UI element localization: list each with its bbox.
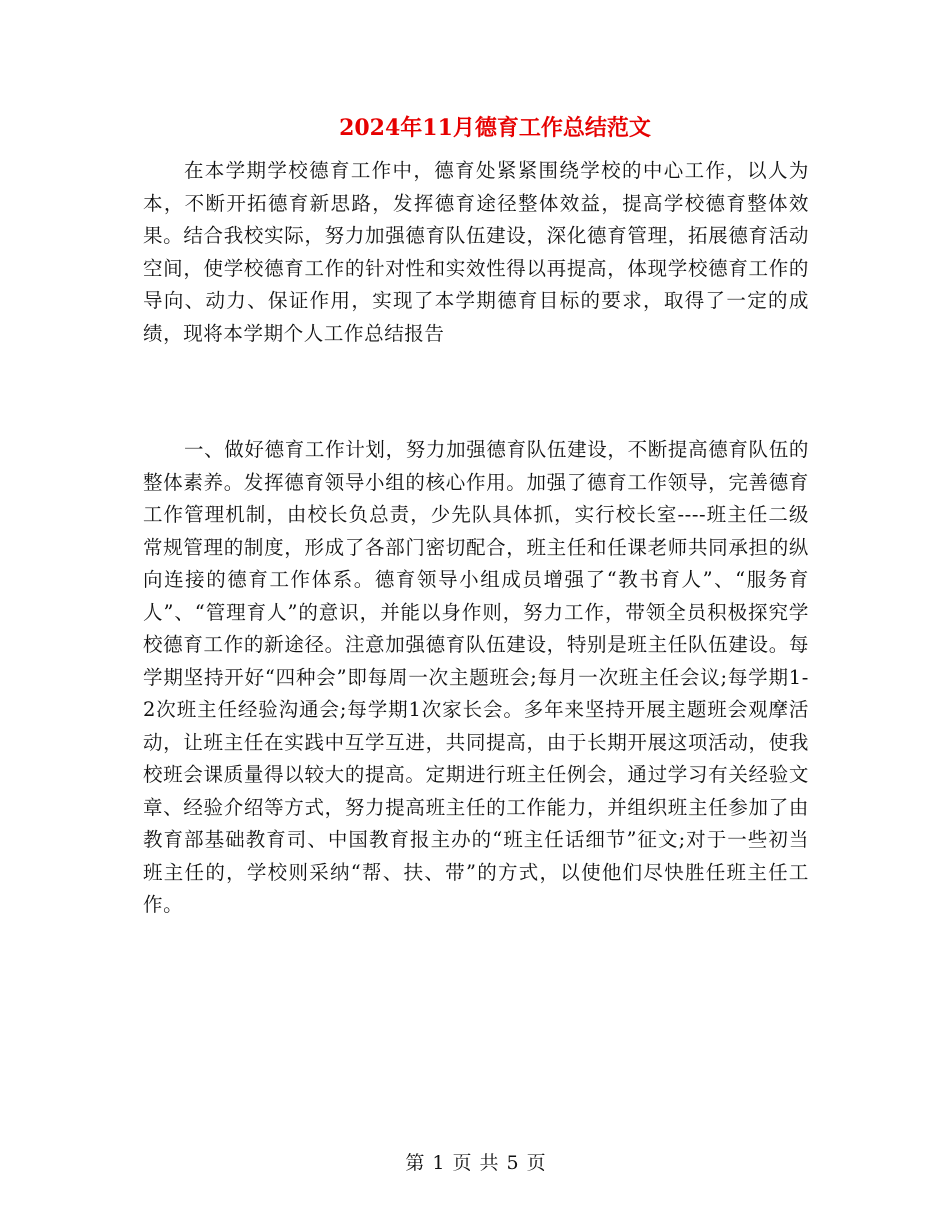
paragraph-section-one — [143, 434, 809, 922]
paragraph-intro — [143, 155, 809, 350]
paragraph-text: 在本学期学校德育工作中，德育处紧紧围绕学校的中心工作，以人为本，不断开拓德育新思路，发挥德育途径整体效益，提高学校德育整体效果。结合我校实际，努力加强德育队伍建设，深化德育管理，拓展德育活动空间，使学校德育工作的针对性和实效性得以再提高，体现学校德育工作的导向、动力、保证作用，实现了本学期德育目标的要求，取得了一定的成绩，现将本学期个人工作总结报告 — [143, 159, 809, 345]
paragraph-text: 一、做好德育工作计划，努力加强德育队伍建设，不断提高德育队伍的整体素养。发挥德育领导小组的核心作用。加强了德育工作领导，完善德育工作管理机制，由校长负总责，少先队具体抓，实行校长室----班主任二级常规管理的制度，形成了各部门密切配合，班主任和任课老师共同承担的纵向连接的德育工作体系。德育领导小组成员增强了“教书育人”、“服务育人”、“管理育人”的意识，并能以身作则，努力工作，带领全员积极探究学校德育工作的新途径。注意加强德育队伍建设，特别是班主任队伍建设。每学期坚持开好“四种会”即每周一次主题班会;每月一次班主任会议;每学期1-2次班主任经验沟通会;每学期1次家长会。多年来坚持开展主题班会观摩活动，让班主任在实践中互学互进，共同提高，由于长期开展这项活动，使我校班会课质量得以较大的提高。定期进行班主任例会，通过学习有关经验文章、经验介绍等方式，努力提高班主任的工作能力，并组织班主任参加了由教育部基础教育司、中国教育报主办的“班主任话细节”征文;对于一些初当班主任的，学校则采纳“帮、扶、带”的方式，以使他们尽快胜任班主任工作。 — [143, 438, 809, 916]
document-title: 2024年11月德育工作总结范文 — [339, 115, 651, 141]
page-number-footer: 第 1 页 共 5 页 — [405, 1152, 547, 1174]
